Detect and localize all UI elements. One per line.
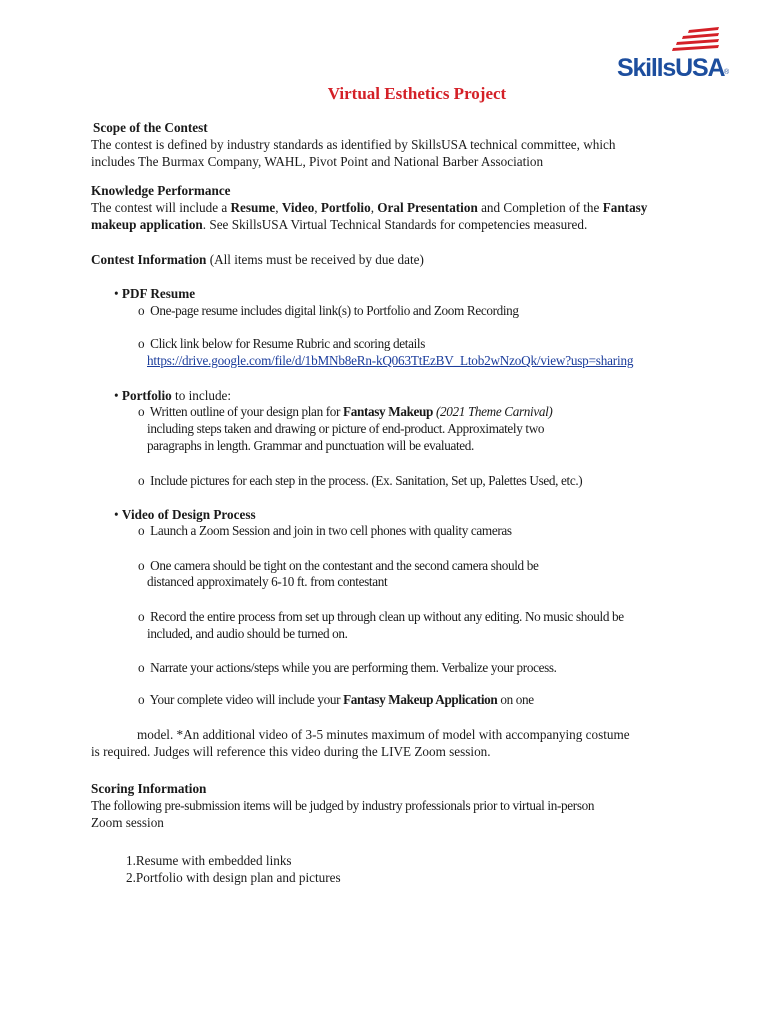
knowledge-heading: Knowledge Performance	[91, 183, 231, 198]
video-item-5: o Your complete video will include your Fantasy Makeup Application on one	[138, 692, 534, 707]
scoring-heading: Scoring Information	[91, 781, 207, 796]
logo-wordmark: SkillsUSA	[617, 54, 725, 82]
video-model-line-2: is required. Judges will reference this video during the LIVE Zoom session.	[91, 744, 491, 759]
pdf-resume-item-2: o Click link below for Resume Rubric and scoring details	[138, 336, 425, 351]
video-model-line-1: model. *An additional video of 3-5 minutes maximum of model with accompanying costume	[137, 727, 630, 742]
scope-line-2: includes The Burmax Company, WAHL, Pivot Point and National Barber Association	[91, 154, 544, 169]
video-item-2: o One camera should be tight on the contestant and the second camera should be	[138, 558, 539, 573]
page-title: Virtual Esthetics Project	[327, 84, 507, 103]
knowledge-line-2: makeup application. See SkillsUSA Virtual Technical Standards for competencies measured.	[91, 217, 588, 232]
portfolio-item-1-line-3: paragraphs in length. Grammar and punctuation will be evaluated.	[147, 438, 474, 453]
video-item-1: o Launch a Zoom Session and join in two cell phones with quality cameras	[138, 523, 512, 538]
knowledge-line-1: The contest will include a Resume, Video, Portfolio, Oral Presentation and Completion of the Fantasy	[91, 200, 648, 215]
contest-info-heading: Contest Information (All items must be received by due date)	[91, 252, 424, 267]
scope-line-1: The contest is defined by industry standards as identified by SkillsUSA technical committee, which	[91, 137, 616, 152]
scoring-line-1: The following pre-submission items will be judged by industry professionals prior to virtual in-person	[91, 798, 595, 813]
video-bullet: • Video of Design Process	[114, 507, 256, 522]
portfolio-bullet: • Portfolio to include:	[114, 388, 232, 403]
pdf-resume-item-1: o One-page resume includes digital link(s) to Portfolio and Zoom Recording	[138, 303, 519, 318]
pdf-resume-bullet: • PDF Resume	[114, 286, 196, 301]
scoring-line-2: Zoom session	[91, 815, 164, 830]
portfolio-item-2: o Include pictures for each step in the process. (Ex. Sanitation, Set up, Palettes Used, etc.)	[138, 473, 583, 488]
resume-rubric-link[interactable]: https://drive.google.com/file/d/1bMNb8eRn-kQ063TtEzBV_Ltob2wNzoQk/view?usp=sharing	[147, 353, 634, 368]
skillsusa-logo	[617, 26, 733, 82]
video-item-3: o Record the entire process from set up through clean up without any editing. No music should be	[138, 609, 624, 624]
scoring-item-1: 1.Resume with embedded links	[126, 853, 292, 868]
portfolio-item-1-line-2: including steps taken and drawing or picture of end-product. Approximately two	[147, 421, 545, 436]
video-item-3-line-2: included, and audio should be turned on.	[147, 626, 348, 641]
portfolio-item-1: o Written outline of your design plan for Fantasy Makeup (2021 Theme Carnival)	[138, 404, 553, 419]
registered-mark: ®	[724, 69, 730, 76]
scope-heading: Scope of the Contest	[93, 120, 208, 135]
scoring-item-2: 2.Portfolio with design plan and pictures	[126, 870, 341, 885]
video-item-4: o Narrate your actions/steps while you are performing them. Verbalize your process.	[138, 660, 557, 675]
video-item-2-line-2: distanced approximately 6-10 ft. from contestant	[147, 574, 388, 589]
